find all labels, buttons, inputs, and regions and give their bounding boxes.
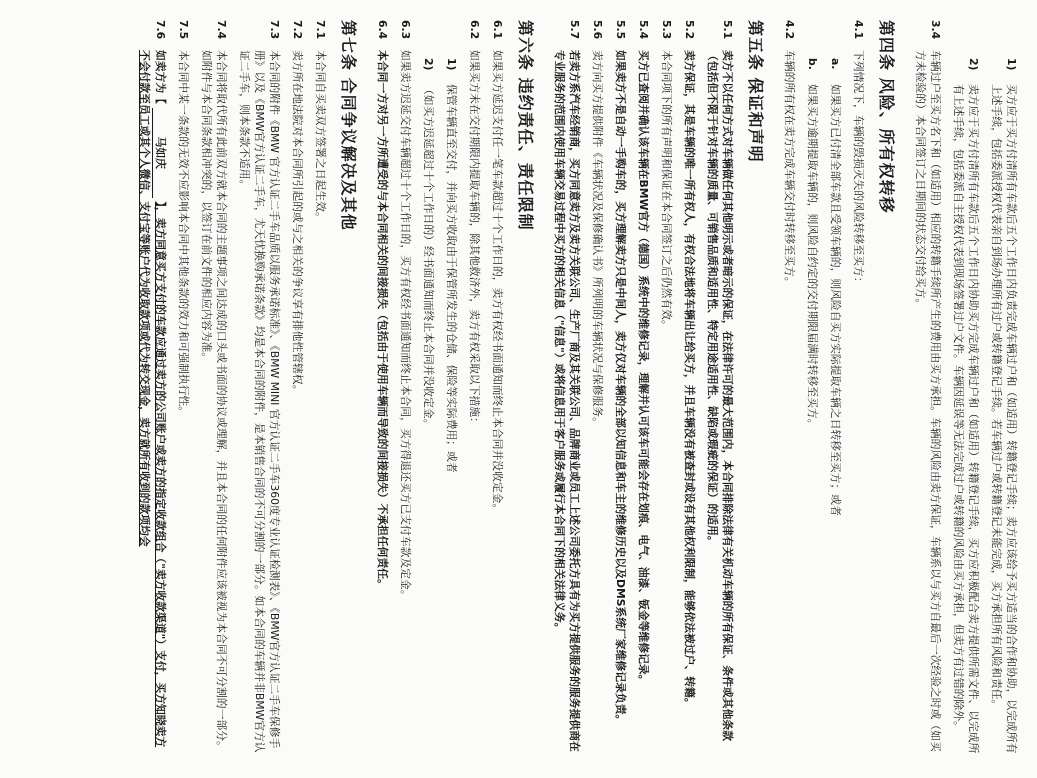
seller-name-field: 马如庆 [152,108,168,198]
section-6-heading: 第六条 违约责任、责任限制 [516,20,535,231]
clause-text: 本合同中某一条款的无效不应影响本合同中其他条款的效力和可强制执行性。 [177,50,190,418]
clause-text: 本合同将取代所有此前双方就本合同的主题事项之间达成的口头或书面的协议或理解，并且本合同的任何附件应该被视为本合同不可分割的一部分。如附件与本合同条款相冲突的，以签订在前文件的相应内容为准。 [200,50,228,752]
section-5-heading: 第五条 保证和声明 [746,20,765,163]
clause-3-3-1: 1) 买方应于买方付清所有车款后五个工作日内负责完成车辆过户和（如适用）转籍登记手续；卖方应该给予买方适当的合作和协助，以完成所有上述手续，包括委派授权代表亲自到场办理所有过户或转籍登记手续。若车辆过户或转籍登记未能完成，买方承担所有风险和责任。 [989,20,1019,756]
clause-5-7: 5.7 若卖方系汽车经销商，买方同意卖方及卖方关联公司、生产厂商及其关联公司、品牌商业或员工上述公司委托方具有为买方提供服务的服务提供商在专业服务的范围内使用车辆交易过程中买方的相关信息（"信息"）或将信息用于客户服务或履行本合同下的相关法律义务。 [552,20,582,756]
clause-text [137,50,168,756]
clause-7-6-suffix: 】，卖方同意买方支付的车款应通过卖方的公司账户或卖方的指定收款组合（"卖方收款渠道"）支付，买方知晓卖方不会付款至员工或其个人微信、支付宝等账户代为收取款项或代为转交现金，卖方就所有收到的款项均会 [138,50,167,748]
clause-7-4: 7.4 本合同将取代所有此前双方就本合同的主题事项之间达成的口头或书面的协议或理解，并且本合同的任何附件应该被视为本合同不可分割的一部分。如附件与本合同条款相冲突的，以签订在前文件的相应内容为准。 [199,20,229,756]
clause-4-1: 4.1 下列情况下，车辆的毁损灭失的风险转移至买方： [851,20,866,756]
clause-text: 若卖方系汽车经销商，买方同意卖方及卖方关联公司、生产厂商及其关联公司、品牌商业或员工上述公司委托方具有为买方提供服务的服务提供商在专业服务的范围内使用车辆交易过程中买方的相关信息（"信息"）或将信息用于客户服务或履行本合同下的相关法律义务。 [553,50,581,752]
clause-text: 如果买方逾期提取车辆的，则风险自约定的交付期限届满时转移至买方。 [806,84,819,430]
clause-text: 卖方所在地法院对本合同所引起的或与之相关的争议享有排他性管辖权。 [291,50,304,396]
clause-6-2: 6.2 如果买方未在交付期限内提取车辆的，除其他救济外，卖方有权采取以下措施： [467,20,482,756]
clause-text: 下列情况下，车辆的毁损灭失的风险转移至买方： [852,50,865,288]
clause-text: 如果买方延迟支付任一笔车款超过十个工作日的，卖方有权经书面通知而终止本合同并没收定金。 [491,50,504,515]
clause-text: 卖方应于买方付清所有车款后五个工作日内协助买方完成车辆过户和（如适用）转籍登记手续，买方应积极配合卖方提供所需文件、以完成所有上述手续，包括委派自主授权代表到现场签署过户文件。车辆因延误等无法完成过户或转籍的风险由买方承担，但卖方有过错的除外。 [952,84,980,754]
clause-3-3-2: 2) 卖方应于买方付清所有车款后五个工作日内协助买方完成车辆过户和（如适用）转籍登记手续，买方应积极配合卖方提供所需文件、以完成所有上述手续，包括委派自主授权代表到现场签署过户文件。车辆因延误等无法完成过户或转籍的风险由买方承担，但卖方有过错的除外。 [951,20,981,756]
clause-text: 如果卖方迟延交付车辆超过十个工作日的，买方有权经书面通知而终止本合同，买方得退还买方已支付车款及定金。 [399,50,412,601]
clause-7-6-prefix: 如卖方为【 [154,50,167,104]
clause-text: 本合同的附件《BMW 官方认证二手车品质以服务承诺标准》、《BMW MINI 官方认证二手车360度专业认证检测表》、《BMW官方认证二手车保修手册》以及《BMW官方认证二手车，尤天忧换购承诺条款》均是本合同的附件，是本销售合同的不可分割的一部分。如本合同的车辆并非BMW官方认证二手车，则本条款不适用。 [238,50,281,753]
clause-5-3: 5.3 本合同项下的所有声明和保证在本合同签订之后仍然有效。 [659,20,674,756]
clause-text: （如买方迟延超过十个工作日的）经书面通知而终止本合同并没收定金。 [422,84,435,430]
clause-text: 车辆过户至买方名下和（如适用）相应的转籍手续所产生的费用由买方承担。车辆的风险由卖方保证，车辆系以与买方自最后一次经验之时或（如买方未检验的）本合同签订之日期间的状态交付给买方。 [914,50,942,752]
clause-4-1-b: b. 如果买方逾期提取车辆的，则风险自约定的交付期限届满时转移至买方。 [805,20,820,756]
clause-text: 如果卖方不是自动一手购车的，买方理解卖方只是中间人，卖方仅对车辆的全部以知信息和车主的维修历史以及DMS系统厂家维修记录负责。 [614,50,627,726]
section-7-heading: 第七条 合同争议解决及其他 [339,20,358,231]
clause-5-4: 5.4 买方已查阅并确认该车辆在BMW官方（德国）系统中的维修记录，理解并认可该车可能会存在划痕、电气、油漆、钣金等维修记录。 [636,20,651,756]
clause-text: 本合同项下的所有声明和保证在本合同签订之后仍然有效。 [660,50,673,331]
clause-6-3: 6.3 如果卖方迟延交付车辆超过十个工作日的，买方有权经书面通知而终止本合同，买方得退还买方已支付车款及定金。 [398,20,413,756]
clause-text: 保管车辆直至交付，并向买方收取由于保管所发生的仓储、保险等实际费用；或者 [445,84,458,473]
clause-6-4: 6.4 本合同一方对另一方所遭受的与本合同相关的间接损失（包括由于使用车辆而导致的间接损失）不承担任何责任。 [375,20,390,756]
clause-5-2: 5.2 卖方保证，其是车辆的唯一所有权人，有权合法地将车辆出让给买方，并且车辆没有被查封或设有其他权利限制，能够依法被过户、转籍。 [682,20,697,756]
clause-3-4: 3.4 车辆过户至买方名下和（如适用）相应的转籍手续所产生的费用由买方承担。车辆的风险由卖方保证，车辆系以与买方自最后一次经验之时或（如买方未检验的）本合同签订之日期间的状态交付给买方。 [913,20,943,756]
clause-text: 买方已查阅并确认该车辆在BMW官方（德国）系统中的维修记录，理解并认可该车可能会存在划痕、电气、油漆、钣金等维修记录。 [637,50,650,686]
clause-text: 本合同一方对另一方所遭受的与本合同相关的间接损失（包括由于使用车辆而导致的间接损失）不承担任何责任。 [376,50,389,590]
clause-text: 如果买方已付清全部车款且受领车辆的，则风险自买方实际提取车辆之日转移至买方；或者 [829,84,842,516]
clause-6-2-1: 1) 保管车辆直至交付，并向买方收取由于保管所发生的仓储、保险等实际费用；或者 [444,20,459,756]
clause-7-1: 7.1 本合同自买卖双方签署之日起生效。 [313,20,328,756]
clause-5-6: 5.6 卖方向买方提供附件《车辆状况及保修确认书》所列明的车辆状况与保修服务。 [590,20,605,756]
clause-7-2: 7.2 卖方所在地法院对本合同所引起的或与之相关的争议享有排他性管辖权。 [290,20,305,756]
section-4-heading: 第四条 风险、所有权转移 [877,20,896,214]
clause-text: 卖方不以任何方式对车辆做任何其他明示或者暗示的保证，在法律许可的最大范围内，本合同排除法律有关机动车辆的所有保证、条件或其他条款（包括但不限于针对车辆的质量、可销售品质和适用性、特定用途适用性、缺陷或瑕疵的保证）的适用。 [706,50,734,741]
clause-5-1: 5.1 卖方不以任何方式对车辆做任何其他明示或者暗示的保证，在法律许可的最大范围内，本合同排除法律有关机动车辆的所有保证、条件或其他条款（包括但不限于针对车辆的质量、可销售品质和适用性、特定用途适用性、缺陷或瑕疵的保证）的适用。 [705,20,735,756]
clause-7-3: 7.3 本合同的附件《BMW 官方认证二手车品质以服务承诺标准》、《BMW MINI 官方认证二手车360度专业认证检测表》、《BMW官方认证二手车保修手册》以及《BMW官方认证二手车，尤天忧换购承诺条款》均是本合同的附件，是本销售合同的不可分割的一部分。如本合同的车辆并非BMW官方认证二手车，则本条款不适用。 [237,20,282,756]
clause-5-5: 5.5 如果卖方不是自动一手购车的，买方理解卖方只是中间人，卖方仅对车辆的全部以知信息和车主的维修历史以及DMS系统厂家维修记录负责。 [613,20,628,756]
clause-text: 车辆的所有权在卖方完成车辆交付时转移至买方。 [783,50,796,288]
clause-text: 买方应于买方付清所有车款后五个工作日内负责完成车辆过户和（如适用）转籍登记手续；卖方应该给予买方适当的合作和协助，以完成所有上述手续，包括委派授权代表亲自到场办理所有过户或转籍登记手续。若车辆过户或转籍登记未能完成，买方承担所有风险和责任。 [990,84,1018,754]
clause-6-2-2: 2) （如买方迟延超过十个工作日的）经书面通知而终止本合同并没收定金。 [421,20,436,756]
clause-text: 本合同自买卖双方签署之日起生效。 [314,50,327,223]
clause-4-2: 4.2 车辆的所有权在卖方完成车辆交付时转移至买方。 [782,20,797,756]
clause-7-5: 7.5 本合同中某一条款的无效不应影响本合同中其他条款的效力和可强制执行性。 [176,20,191,756]
clause-6-1: 6.1 如果买方延迟支付任一笔车款超过十个工作日的，卖方有权经书面通知而终止本合同并没收定金。 [490,20,505,756]
clause-text: 卖方向买方提供附件《车辆状况及保修确认书》所列明的车辆状况与保修服务。 [591,50,604,428]
clause-text: 如果买方未在交付期限内提取车辆的，除其他救济外，卖方有权采取以下措施： [468,50,481,428]
clause-text: 卖方保证，其是车辆的唯一所有权人，有权合法地将车辆出让给买方，并且车辆没有被查封或设有其他权利限制，能够依法被过户、转籍。 [683,50,696,709]
clause-7-6: 7.6 如卖方为【 马如庆 】，卖方同意买方支付的车款应通过卖方的公司账户或卖方的指定收款组合（"卖方收款渠道"）支付，买方知晓卖方不会付款至员工或其个人微信、支付宝等账户代为收取款项或代为转交现金，卖方就所有收到的款项均会 [137,20,168,756]
clause-4-1-a: a. 如果买方已付清全部车款且受领车辆的，则风险自买方实际提取车辆之日转移至买方；或者 [828,20,843,756]
